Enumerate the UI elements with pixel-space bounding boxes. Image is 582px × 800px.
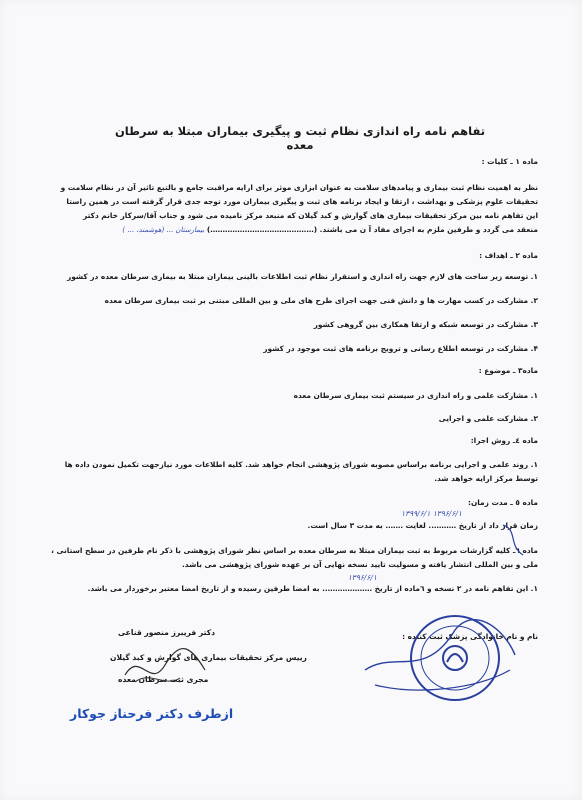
section2-item: ۴. مشارکت در توسعه اطلاع رسانی و ترویج برنامه های ثبت موجود در کشور	[263, 344, 538, 353]
section3-heading: ماده۳ ـ موضوع :	[478, 366, 538, 375]
section5-heading: ماده ٥ ـ مدت زمان:	[468, 498, 538, 507]
left-signature-scribble	[120, 640, 210, 695]
section2-item: ۱. توسعه زیر ساخت های لازم جهت راه اندازی و استقرار نظام ثبت اطلاعات بالینی بیماران مبتلا به بیماری سرطان معده در کشور	[66, 272, 538, 281]
section2-item: ۳. مشارکت در توسعه شبکه و ارتقا همکاری بین گروهی کشور	[313, 320, 538, 329]
registrar-stamp	[355, 610, 520, 702]
left-signer-title: رییس مرکز تحقیقات بیماری های گوارش و کبد گیلان	[110, 653, 307, 662]
section1-line1: نظر به اهمیت نظام ثبت بیماری و پیامدهای سلامت به عنوان ابزاری موثر برای ارایه مراقبت جامع و بالتبع تاثیر آن در نظام سلامت و	[60, 183, 538, 192]
section1-line4-pre: (……………………………………)	[206, 225, 318, 234]
handwritten-dates: ۱۳۹۶/۶/۱ ۱۳۹۹/۶/۱	[401, 509, 462, 518]
section1-line2: تحقیقات علوم پزشکی و بهداشت ، ارتقا و ایجاد برنامه های ثبت و پیگیری بیماران مورد توجه جدی قرار گرفته است در همین راستا	[66, 197, 538, 206]
section5-line1: زمان قرار داد از تاریخ ……….. لغایت ……. به مدت ۳ سال است.	[307, 521, 538, 530]
section2-heading: ماده ۲ ـ اهداف :	[479, 251, 538, 260]
section2-item: ۲. مشارکت در کسب مهارت ها و دانش فنی جهت اجرای طرح های ملی و بین المللی مبتنی بر ثبت بیماری سرطان معده	[104, 296, 538, 305]
side-pen-mark	[498, 520, 528, 560]
section4-line2: توسط مرکز ارایه خواهد شد.	[434, 474, 538, 483]
section4-heading: ماده ٤ـ روش اجرا:	[470, 436, 538, 445]
on-behalf-note: ازطرف دکتر فرحناز جوکار	[70, 706, 234, 721]
section1-line4	[122, 225, 538, 234]
registrar-label: نام و نام خانوادگی پزشک ثبت کننده :	[402, 632, 538, 641]
section3-item: ۲. مشارکت علمی و اجرایی	[438, 414, 538, 423]
closing-line: ۱. این تفاهم نامه در ۲ نسخه و ٦ماده از تاریخ ……………….. به امضا طرفین رسیده و از تاریخ امضا معتبر برخوردار می باشد.	[87, 584, 538, 593]
section3-item: ۱. مشارکت علمی و راه اندازی در سیستم ثبت بیماری سرطان معده	[293, 391, 538, 400]
section4-line1: ۱. روند علمی و اجرایی برنامه براساس مصوبه شورای پژوهشی انجام خواهد شد. کلیه اطلاعات مورد نیازجهت تکمیل نمودن داده ها	[64, 460, 538, 469]
section6-line1: ماده ٦ـ کلیه گزارشات مربوط به ثبت بیماران مبتلا به سرطان معده بر اساس نظر شورای پژوهشی با ذکر نام طرفین در سطح استانی ،	[51, 546, 538, 555]
left-signer-name: دکتر فریبرز منصور قناعی	[118, 628, 216, 637]
section6-line2: ملی و بین المللی انتشار یافته و مسولیت تایید نسخه نهایی آن بر عهده شورای پژوهشی می باشد.	[182, 560, 538, 569]
left-signer-role: مجری ثبت سرطان معده	[118, 675, 209, 684]
section1-line3: این تفاهم نامه بین مرکز تحقیقات بیماری های گوارش و کبد گیلان که منبعد مرکز نامیده می شود و جناب آقا/سرکار خانم دکتر	[83, 211, 538, 220]
handwritten-name: بیمارستان ... (هوشمند، ... )	[122, 226, 205, 234]
section1-line4-post: منعقد می گردد و طرفین ملزم به اجرای مفاد آ ن می باشند.	[319, 225, 538, 234]
document-title: تفاهم نامه راه اندازی نظام ثبت و پیگیری بیماران مبتلا به سرطان معده	[114, 124, 486, 152]
handwritten-date: ۱۳۹۶/۶/۱	[347, 573, 377, 582]
section1-heading: ماده ۱ ـ کلیات :	[481, 157, 538, 166]
